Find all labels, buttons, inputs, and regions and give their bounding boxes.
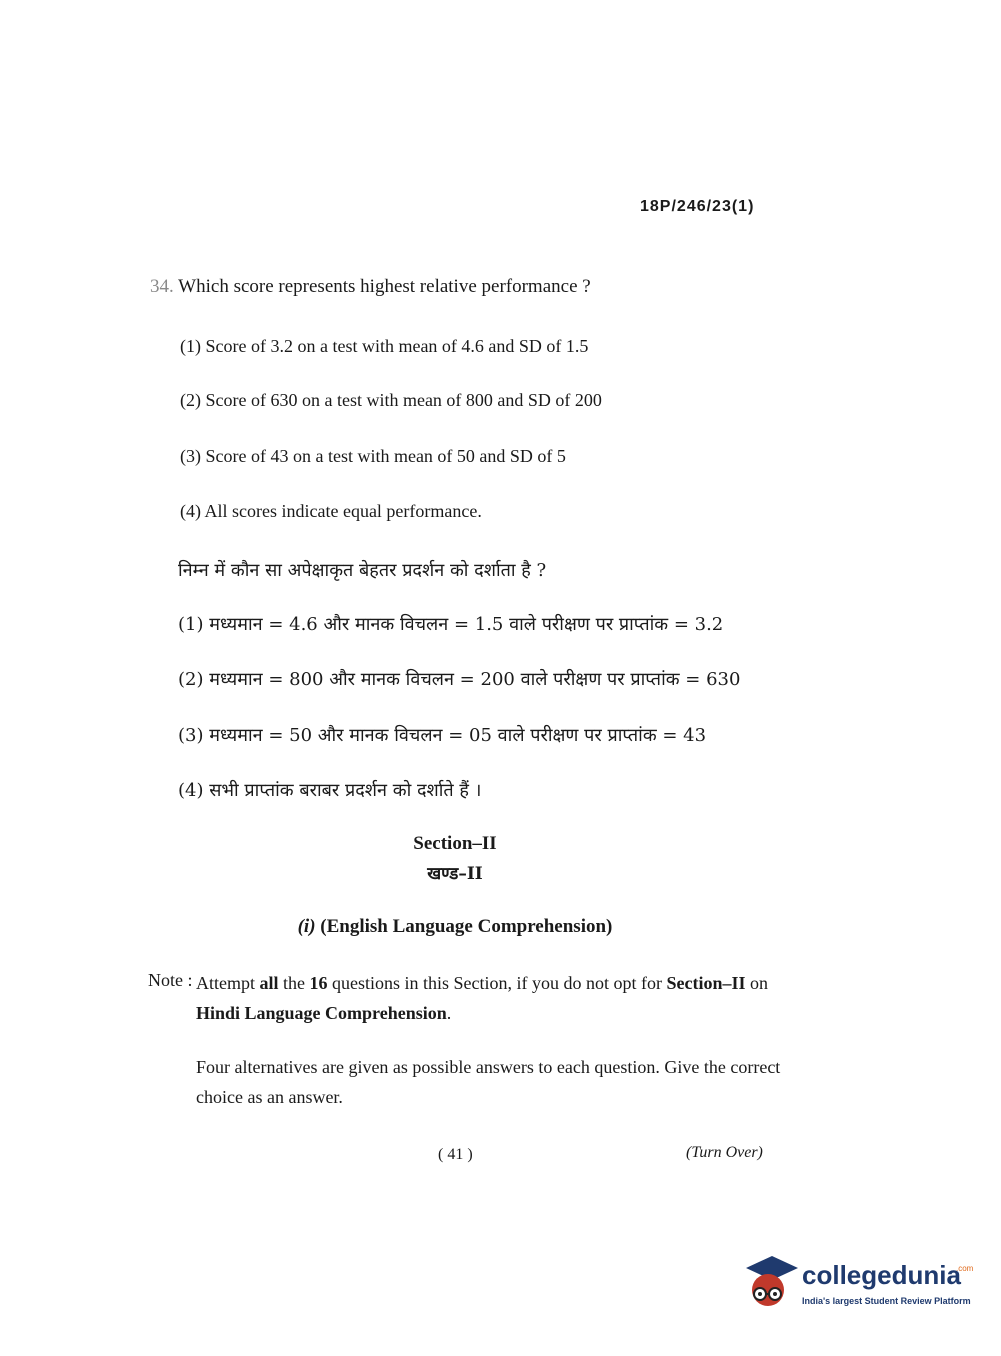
- note-bold-count: 16: [309, 973, 328, 993]
- note-bold-hindi: Hindi Language Comprehension: [196, 1003, 447, 1023]
- section-title-hindi: खण्ड–II: [427, 864, 483, 884]
- option-hi-1: (1) मध्यमान = 4.6 और मानक विचलन = 1.5 वाले परीक्षण पर प्राप्तांक = 3.2: [178, 614, 724, 635]
- note-part: questions in this Section, if you do not opt for: [327, 973, 667, 993]
- note-part: Attempt: [196, 973, 260, 993]
- paper-code: 18P/246/23(1): [640, 198, 755, 215]
- question-stem: Which score represents highest relative performance ?: [178, 276, 591, 297]
- logo-wordmark: collegedunia: [802, 1260, 961, 1290]
- note-text: [196, 968, 786, 1028]
- section-subtitle-prefix: (i): [297, 916, 316, 937]
- instructions-paragraph: Four alternatives are given as possible answers to each question. Give the correct choice as an answer.: [196, 1057, 781, 1107]
- page-number: ( 41 ): [438, 1146, 473, 1163]
- option-en-3: (3) Score of 43 on a test with mean of 50 and SD of 5: [180, 446, 566, 466]
- mascot-icon: [742, 1250, 800, 1316]
- note-label: Note :: [148, 970, 193, 990]
- collegedunia-logo: [742, 1250, 972, 1322]
- question-number: 34.: [150, 276, 174, 297]
- logo-tagline: India's largest Student Review Platform: [802, 1296, 971, 1306]
- option-hi-3: (3) मध्यमान = 50 और मानक विचलन = 05 वाले परीक्षण पर प्राप्तांक = 43: [178, 725, 707, 746]
- question-text: [150, 276, 591, 298]
- note-part: the: [278, 973, 310, 993]
- turn-over: (Turn Over): [686, 1144, 763, 1161]
- note-bold-section: Section–II: [666, 973, 746, 993]
- option-hi-4: (4) सभी प्राप्तांक बराबर प्रदर्शन को दर्शाते हैं ।: [178, 780, 482, 801]
- option-en-1: (1) Score of 3.2 on a test with mean of 4.6 and SD of 1.5: [180, 336, 589, 356]
- note-bold-all: all: [259, 973, 279, 993]
- option-hi-2: (2) मध्यमान = 800 और मानक विचलन = 200 वाले परीक्षण पर प्राप्तांक = 630: [178, 669, 741, 690]
- section-title: Section–II: [413, 833, 497, 854]
- logo-suffix: .com: [956, 1264, 974, 1273]
- option-en-2: (2) Score of 630 on a test with mean of 800 and SD of 200: [180, 390, 602, 410]
- section-subtitle: [0, 916, 910, 938]
- section-subtitle-text: (English Language Comprehension): [320, 916, 613, 937]
- note-part: .: [446, 1003, 452, 1023]
- note-part: on: [745, 973, 769, 993]
- option-en-4: (4) All scores indicate equal performance.: [180, 501, 482, 521]
- question-text-hindi: निम्न में कौन सा अपेक्षाकृत बेहतर प्रदर्शन को दर्शाता है ?: [178, 560, 547, 581]
